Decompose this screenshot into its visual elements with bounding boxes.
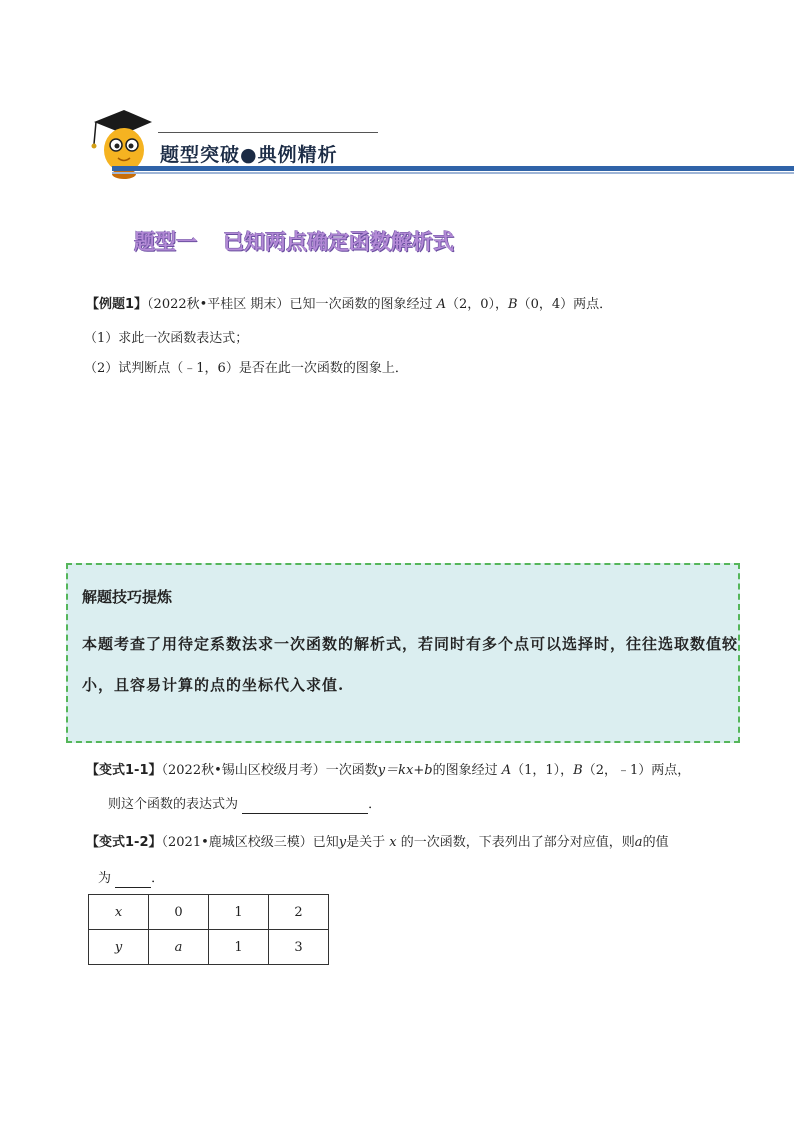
table-cell: 1	[209, 895, 269, 930]
point-b: B	[508, 297, 518, 312]
variant-1-2-text-c: 的一次函数，下表列出了部分对应值，则	[400, 835, 635, 850]
table-cell: a	[149, 930, 209, 965]
example-1-question-1: （1）求此一次函数表达式；	[84, 331, 249, 346]
example-1-question-2: （2）试判断点（﹣1，6）是否在此一次函数的图象上．	[84, 361, 408, 376]
variant-1-1-line-2	[108, 796, 381, 814]
table-cell: y	[89, 930, 149, 965]
variant-1-1-point-a-coords: （1，1），	[511, 763, 574, 778]
variant-1-2-text-d: 的值	[642, 835, 669, 850]
table-cell: 1	[209, 930, 269, 965]
table-row	[89, 930, 329, 965]
table-cell: x	[89, 895, 149, 930]
point-a: A	[436, 297, 446, 312]
example-1-tag: 【例题1】	[86, 297, 148, 312]
example-1-source: （2022秋•平桂区 期末）	[147, 297, 290, 312]
point-b-coords: （0，4）两点．	[517, 297, 613, 312]
answer-blank[interactable]	[115, 873, 151, 888]
variant-1-2-end: ．	[151, 871, 165, 886]
variant-1-1-prompt: 则这个函数的表达式为	[108, 797, 239, 812]
point-a-coords: （2，0），	[445, 297, 509, 312]
variant-1-1-point-b: B	[573, 763, 583, 778]
variant-1-1-tag: 【变式1-1】	[86, 763, 162, 778]
table-cell: 2	[269, 895, 329, 930]
banner-rule-shadow	[112, 172, 794, 174]
variant-1-2-line-2	[98, 870, 164, 888]
variant-1-2-tag: 【变式1-2】	[86, 835, 162, 850]
section-title-number: 题型一	[134, 230, 197, 254]
variant-1-1-formula: y＝kx+b	[377, 763, 433, 778]
answer-blank[interactable]	[242, 799, 368, 814]
banner-title: 题型突破●典例精析	[160, 144, 338, 166]
variable-x: x	[389, 835, 397, 850]
variant-1-1-point-a: A	[501, 763, 512, 778]
table-cell: 0	[149, 895, 209, 930]
variant-1-2-source: （2021•鹿城区校级三模）	[161, 835, 313, 850]
banner-top-rule	[158, 132, 378, 133]
example-1-stem	[86, 296, 612, 314]
variant-1-2-text-a: 已知	[312, 835, 339, 850]
variant-1-1-stem	[86, 762, 690, 780]
tip-title: 解题技巧提炼	[82, 588, 173, 606]
variant-1-1-end: ．	[368, 797, 382, 812]
table-cell: 3	[269, 930, 329, 965]
variant-1-2-prompt: 为	[98, 871, 112, 886]
tip-body: 本题考查了用待定系数法求一次函数的解析式，若同时有多个点可以选择时，往往选取数值较小，且容易计算的点的坐标代入求值.	[82, 635, 739, 694]
value-table	[88, 894, 329, 965]
variant-1-2-text-b: 是关于	[346, 835, 386, 850]
variant-1-2-stem	[86, 834, 669, 852]
example-1-stem-text: 已知一次函数的图象经过	[289, 297, 433, 312]
section-title	[134, 226, 454, 256]
variant-1-1-text-a: 一次函数	[325, 763, 378, 778]
banner-rule	[112, 166, 794, 171]
variant-1-1-source: （2022秋•锡山区校级月考）	[161, 763, 326, 778]
variable-a: a	[634, 835, 643, 850]
section-title-text: 已知两点确定函数解析式	[223, 230, 454, 254]
variable-y: y	[338, 835, 347, 850]
variant-1-1-point-b-coords: （2，﹣1）两点，	[582, 763, 691, 778]
table-row	[89, 895, 329, 930]
variant-1-1-text-b: 的图象经过	[432, 763, 498, 778]
